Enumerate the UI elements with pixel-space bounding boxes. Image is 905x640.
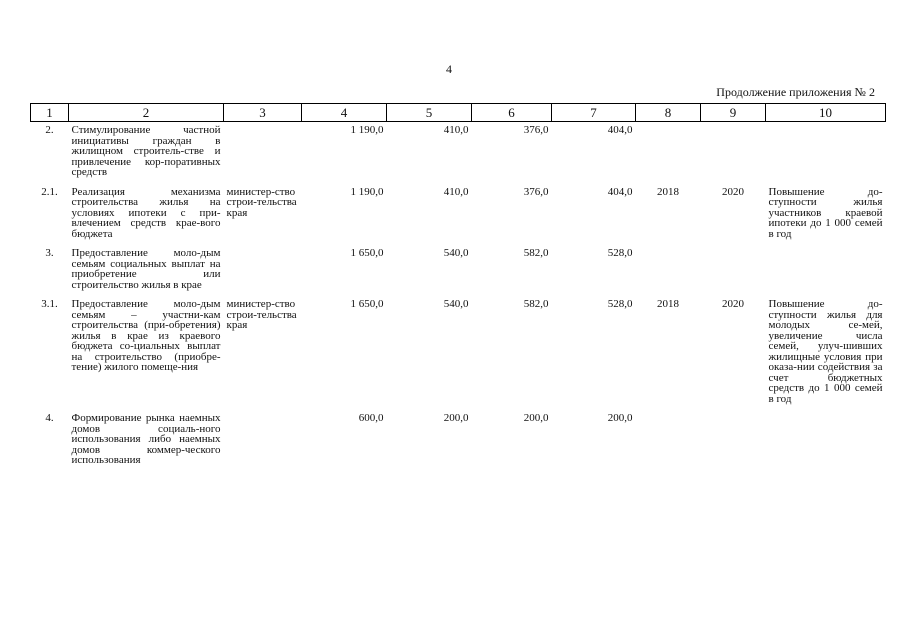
header-cell: 7 [552, 104, 636, 122]
total-funding: 1 190,0 [350, 185, 384, 198]
funding-year-2: 376,0 [523, 185, 549, 198]
funding-year-1: 200,0 [443, 412, 469, 424]
measure-name: Реализация механизма строительства жилья на условиях ипотеки с при-влечением средств крае-вого бюджета [71, 185, 221, 240]
funding-year-2: 376,0 [523, 124, 549, 136]
header-cell: 9 [701, 104, 766, 122]
program-table [30, 103, 886, 472]
row-number: 4. [45, 412, 54, 424]
end-year [701, 410, 766, 472]
funding-year-1: 410,0 [443, 124, 469, 136]
end-year [701, 122, 766, 184]
row-number: 3.1. [41, 298, 58, 310]
funding-year-2: 582,0 [523, 247, 549, 259]
total-funding: 600,0 [358, 412, 384, 424]
total-funding: 1 650,0 [350, 247, 384, 259]
header-cell: 2 [69, 104, 224, 122]
executor [224, 410, 302, 472]
total-funding: 1 650,0 [350, 298, 384, 310]
header-cell: 10 [766, 104, 886, 122]
measure-name: Предоставление моло-дым семьям – участни-кам строительства (при-обретения) жилья в крае из краевого бюджета со-циальных выплат на строительство (приобре-тение) жилого помеще-ния [71, 298, 221, 373]
header-cell: 6 [472, 104, 552, 122]
table-row [31, 245, 886, 296]
measure-name: Предоставление моло-дым семьям социальных выплат на приобретение или строительство жилья в крае [71, 247, 221, 291]
funding-year-2: 582,0 [523, 298, 549, 310]
executor: министер-ство строи-тельства края [226, 185, 297, 219]
end-year: 2020 [722, 185, 744, 198]
row-number: 3. [45, 247, 54, 259]
start-year [636, 245, 701, 296]
total-funding: 1 190,0 [350, 124, 384, 136]
start-year: 2018 [657, 298, 679, 310]
table-row [31, 184, 886, 246]
row-number: 2. [45, 124, 54, 136]
executor [224, 245, 302, 296]
funding-year-1: 410,0 [443, 185, 469, 198]
funding-year-3: 528,0 [607, 247, 633, 259]
header-cell: 8 [636, 104, 701, 122]
funding-year-3: 404,0 [607, 185, 633, 198]
funding-year-2: 200,0 [523, 412, 549, 424]
expected-result: Повышение до-ступности жилья для молодых се-мей, увеличение числа семей, улуч-шивших жилищные условия при оказа-нии содействия за счет бюджетных средств до 1 000 семей в год [768, 298, 883, 405]
funding-year-1: 540,0 [443, 247, 469, 259]
header-cell: 3 [224, 104, 302, 122]
funding-year-3: 200,0 [607, 412, 633, 424]
executor: министер-ство строи-тельства края [226, 298, 297, 331]
start-year: 2018 [657, 185, 679, 198]
table-header-row [31, 104, 886, 122]
table-row [31, 122, 886, 184]
appendix-continuation-label: Продолжение приложения № 2 [716, 85, 875, 99]
funding-year-3: 404,0 [607, 124, 633, 136]
header-cell: 4 [302, 104, 387, 122]
table-row [31, 296, 886, 410]
funding-year-1: 540,0 [443, 298, 469, 310]
end-year [701, 245, 766, 296]
table-row [31, 410, 886, 472]
measure-name: Стимулирование частной инициативы граждан в жилищном строитель-стве и привлечение кор-поративных средств [71, 124, 221, 178]
executor [224, 122, 302, 184]
expected-result [766, 410, 886, 472]
expected-result: Повышение до-ступности жилья участников краевой ипотеки до 1 000 семей в год [768, 185, 883, 240]
measure-name: Формирование рынка наемных домов социаль-ного использования либо наемных домов коммер-ческого использования [71, 412, 221, 466]
page-number: 4 [446, 62, 452, 76]
row-number: 2.1. [41, 185, 58, 198]
expected-result [766, 245, 886, 296]
funding-year-3: 528,0 [607, 298, 633, 310]
start-year [636, 122, 701, 184]
start-year [636, 410, 701, 472]
header-cell: 1 [31, 104, 69, 122]
expected-result [766, 122, 886, 184]
header-cell: 5 [387, 104, 472, 122]
end-year: 2020 [722, 298, 744, 310]
